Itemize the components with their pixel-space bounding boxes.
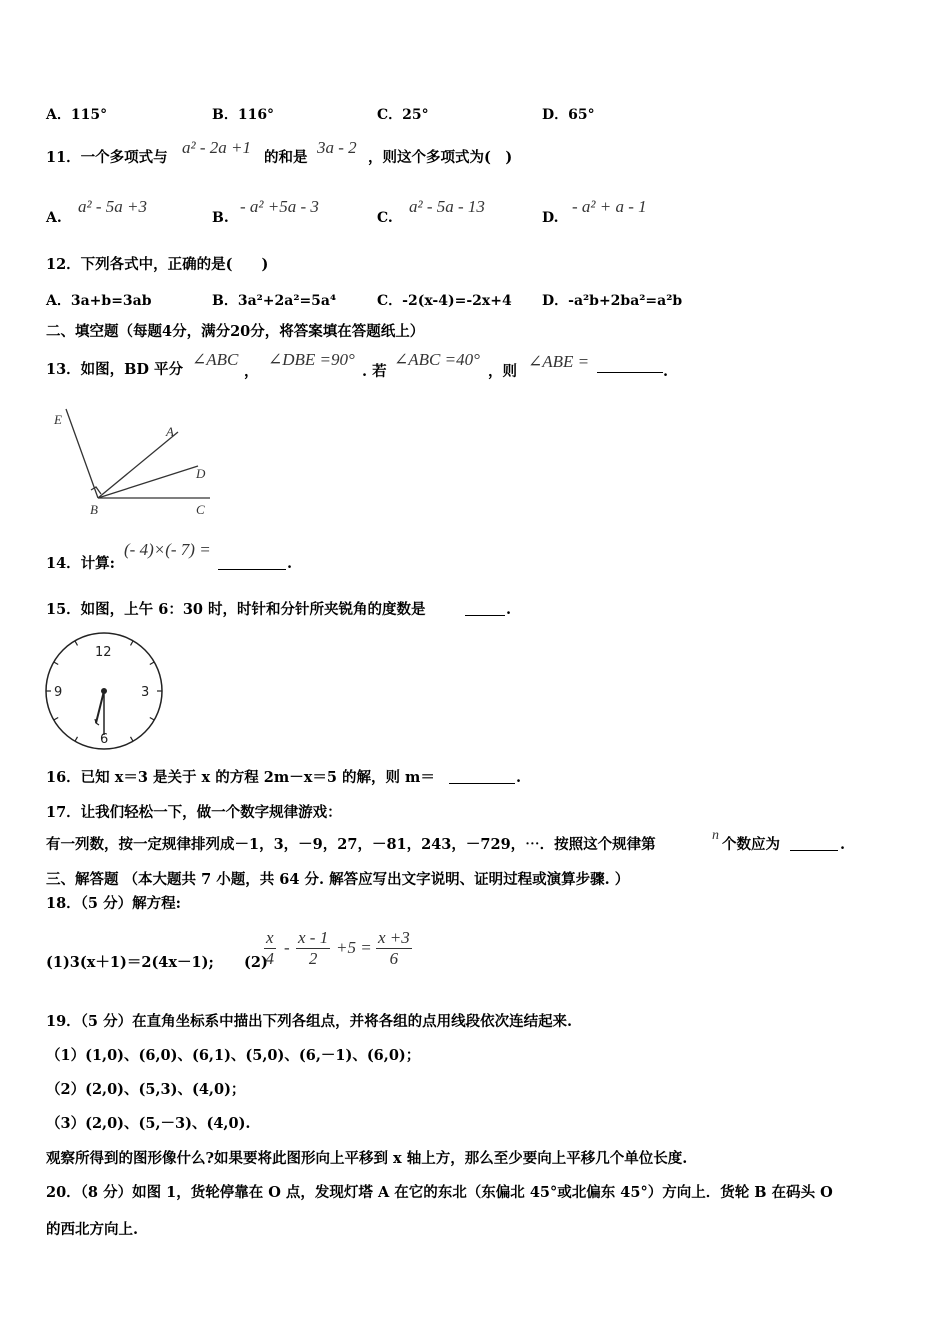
q12-option-d: D．-a²b+2ba²=a²b <box>542 293 683 309</box>
q18-plus: +5 = <box>336 938 372 957</box>
clock-num-9: 9 <box>54 685 63 700</box>
q11-mid: 的和是 <box>264 149 308 166</box>
q11-prefix: 11．一个多项式与 <box>46 149 168 166</box>
label-b: B <box>90 502 98 517</box>
q10-option-a: A．115° <box>46 107 108 123</box>
q19-line-3: （3）(2,0)、(5,－3)、(4,0). <box>46 1115 251 1132</box>
q11-option-c-label: C. <box>377 210 393 226</box>
q13-answer-blank[interactable] <box>597 372 663 373</box>
q15-end: . <box>506 601 512 618</box>
ray-ba <box>98 432 178 498</box>
q11-option-b-expr: - a² +5a - 3 <box>240 197 319 216</box>
q20-line-1: 20．（8 分）如图 1，货轮停靠在 O 点，发现灯塔 A 在它的东北（东偏北 45°或北偏东 45°）方向上．货轮 B 在码头 O <box>46 1184 833 1201</box>
q11-option-d-label: D. <box>542 210 559 226</box>
q18-stem: 18．（5 分）解方程: <box>46 895 181 912</box>
q14-prefix: 14．计算: <box>46 555 116 572</box>
q14-expr: (- 4)×(- 7) = <box>124 540 211 559</box>
section-3-heading: 三、解答题 （本大题共 7 小题，共 64 分. 解答应写出文字说明、证明过程或演算步骤. ） <box>46 871 630 888</box>
label-c: C <box>196 502 205 517</box>
label-e: E <box>54 412 62 427</box>
q18-f2-num: x - 1 <box>298 928 329 947</box>
q17-end: . <box>840 836 846 853</box>
q18-fraction-3 <box>376 928 412 969</box>
q16-end: . <box>516 769 522 786</box>
hour-hand <box>96 691 104 723</box>
q12-option-c: C．-2(x-4)=-2x+4 <box>377 293 512 309</box>
label-d: D <box>196 466 206 481</box>
q13-if: . 若 <box>362 363 387 380</box>
q11-expr1: a² - 2a +1 <box>182 138 251 157</box>
q13-angle-abc: ∠ABC <box>192 350 239 369</box>
q20-line-2: 的西北方向上. <box>46 1221 139 1238</box>
q19-line-1: （1）(1,0)、(6,0)、(6,1)、(5,0)、(6,－1)、(6,0)； <box>46 1047 421 1064</box>
q16-stem: 16．已知 x＝3 是关于 x 的方程 2m－x＝5 的解，则 m＝ <box>46 769 435 786</box>
q18-f3-den: 6 <box>389 949 399 968</box>
q11-option-d-expr: - a² + a - 1 <box>572 197 647 216</box>
q19-stem: 19．（5 分）在直角坐标系中描出下列各组点，并将各组的点用线段依次连结起来. <box>46 1013 573 1030</box>
q13-then: ，则 <box>488 363 517 380</box>
q13-angle-dbe: ∠DBE =90° <box>268 350 355 369</box>
angle-figure <box>44 404 224 519</box>
q13-prefix: 13．如图，BD 平分 <box>46 361 184 378</box>
q11-option-a-expr: a² - 5a +3 <box>78 197 147 216</box>
q18-f1-den: 4 <box>265 949 275 968</box>
q17-answer-blank[interactable] <box>790 850 838 851</box>
q18-f2-den: 2 <box>308 949 318 968</box>
q10-option-b: B．116° <box>212 107 275 123</box>
q11-option-a-label: A. <box>46 210 62 226</box>
q13-end: . <box>663 363 669 380</box>
q11-option-c-expr: a² - 5a - 13 <box>409 197 485 216</box>
clock-figure <box>42 630 168 752</box>
q18-part2-label: (2) <box>244 954 268 971</box>
q11-expr2: 3a - 2 <box>317 138 357 157</box>
q13-comma: ， <box>244 363 259 380</box>
q10-option-d: D．65° <box>542 107 595 123</box>
q17-n: n <box>712 828 719 843</box>
q18-fraction-2 <box>296 928 330 969</box>
q18-f1-num: x <box>266 928 274 947</box>
q17-tail: 个数应为 <box>722 836 780 853</box>
clock-center <box>101 688 107 694</box>
q17-stem: 17．让我们轻松一下，做一个数字规律游戏： <box>46 804 342 821</box>
q17-body: 有一列数，按一定规律排列成－1，3，－9，27，－81，243，－729，⋯．按照这个规律第 <box>46 836 656 853</box>
q18-fraction-1 <box>264 928 276 969</box>
q11-option-b-label: B. <box>212 210 229 226</box>
q12-option-a: A．3a+b=3ab <box>46 293 152 309</box>
q18-part1: (1)3(x＋1)＝2(4x－1); <box>46 954 214 971</box>
q19-line-2: （2）(2,0)、(5,3)、(4,0)； <box>46 1081 246 1098</box>
q12-option-b: B．3a²+2a²=5a⁴ <box>212 293 337 309</box>
q15-answer-blank[interactable] <box>465 615 505 616</box>
q15-stem: 15．如图，上午 6：30 时，时针和分针所夹锐角的度数是 <box>46 601 426 618</box>
ray-be <box>66 409 98 498</box>
q11-suffix: ，则这个多项式为( ) <box>368 149 513 166</box>
q13-angle-abe: ∠ABE = <box>528 352 590 371</box>
q18-f3-num: x +3 <box>378 928 410 947</box>
clock-num-12: 12 <box>95 645 112 660</box>
clock-num-6: 6 <box>100 732 109 747</box>
q14-answer-blank[interactable] <box>218 569 286 570</box>
q16-answer-blank[interactable] <box>449 783 515 784</box>
q13-angle-abc-40: ∠ABC =40° <box>394 350 480 369</box>
q18-minus: - <box>284 938 290 957</box>
q19-line-4: 观察所得到的图形像什么?如果要将此图形向上平移到 x 轴上方，那么至少要向上平移几个单位长度. <box>46 1150 688 1167</box>
clock-num-3: 3 <box>141 685 150 700</box>
section-2-heading: 二、填空题（每题4分，满分20分，将答案填在答题纸上） <box>46 323 425 340</box>
q14-end: . <box>287 555 293 572</box>
q10-option-c: C．25° <box>377 107 429 123</box>
q12-stem: 12．下列各式中，正确的是( ) <box>46 256 269 273</box>
label-a: A <box>166 424 174 439</box>
ray-bd <box>98 466 198 498</box>
